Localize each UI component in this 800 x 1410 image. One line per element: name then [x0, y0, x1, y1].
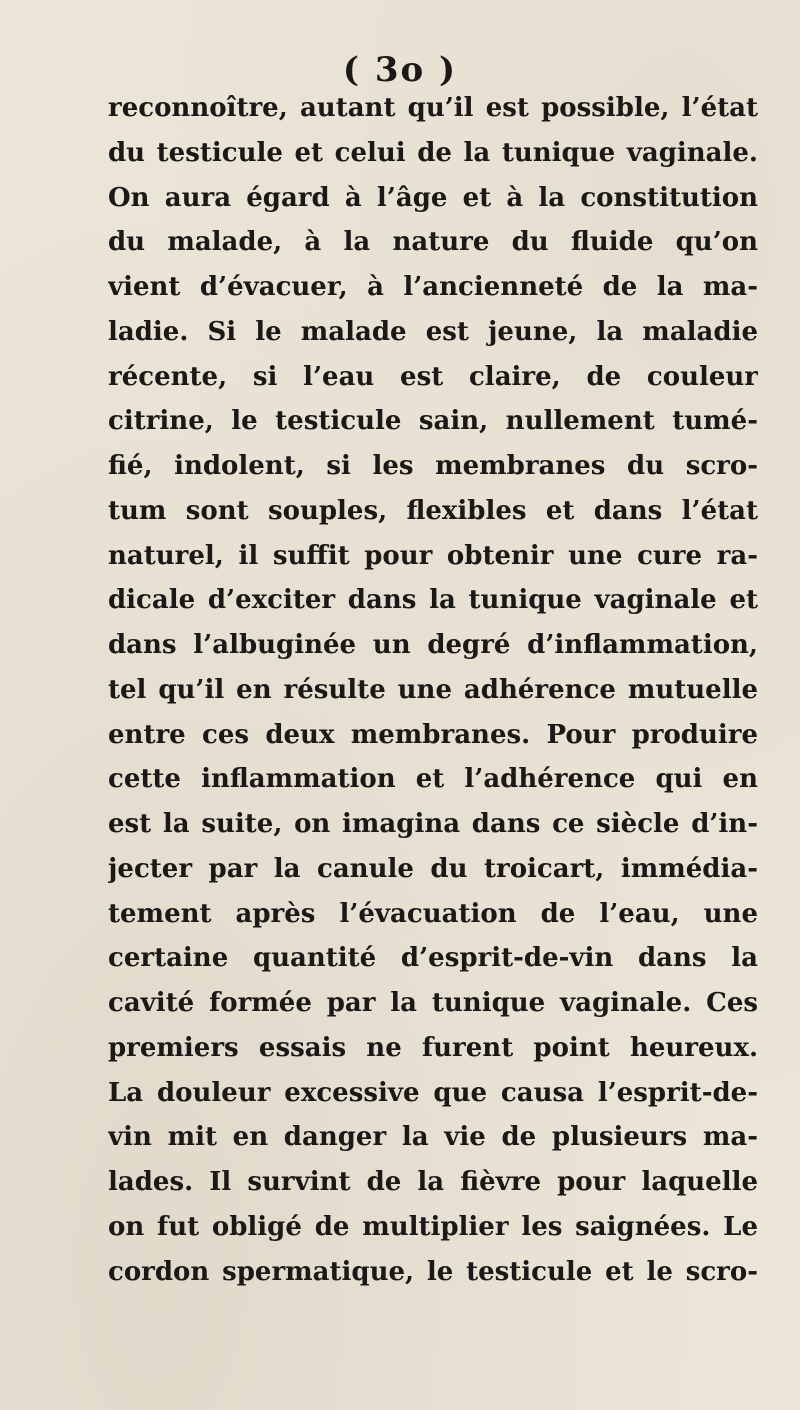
text-line: ladie. Si le malade est jeune, la maladie: [108, 316, 758, 347]
text-line: naturel, il suffit pour obtenir une cure ra-: [108, 540, 758, 571]
text-line: lades. Il survint de la fièvre pour laquelle: [108, 1167, 758, 1197]
text-line: est la suite, on imagina dans ce siècle d’in-: [108, 809, 758, 839]
text-line: du malade, à la nature du fluide qu’on: [108, 227, 758, 258]
text-line: cette inflammation et l’adhérence qui en: [108, 764, 758, 795]
text-line: cavité formée par la tunique vaginale. Ces: [108, 988, 758, 1018]
text-line: tement après l’évacuation de l’eau, une: [108, 898, 758, 929]
text-line: citrine, le testicule sain, nullement tumé-: [108, 406, 758, 437]
body-text: [108, 86, 758, 1294]
text-line: premiers essais ne furent point heureux.: [108, 1032, 758, 1063]
text-line: cordon spermatique, le testicule et le scro-: [108, 1256, 758, 1287]
text-line: On aura égard à l’âge et à la constitution: [108, 182, 758, 213]
text-line: entre ces deux membranes. Pour produire: [108, 719, 758, 750]
text-line: tel qu’il en résulte une adhérence mutuelle: [108, 674, 758, 705]
text-line: dans l’albuginée un degré d’inflammation,: [108, 630, 758, 660]
text-line: vin mit en danger la vie de plusieurs ma-: [108, 1122, 758, 1153]
text-line: du testicule et celui de la tunique vaginale.: [108, 137, 758, 168]
text-line: tum sont souples, flexibles et dans l’état: [108, 495, 758, 526]
text-line: on fut obligé de multiplier les saignées. Le: [108, 1211, 758, 1242]
text-line: récente, si l’eau est claire, de couleur: [108, 361, 758, 392]
text-line: dicale d’exciter dans la tunique vaginale et: [108, 585, 758, 616]
text-line: La douleur excessive que causa l’esprit-de-: [108, 1077, 758, 1108]
text-line: reconnoître, autant qu’il est possible, l’état: [108, 93, 758, 123]
text-line: vient d’évacuer, à l’ancienneté de la ma-: [108, 272, 758, 302]
text-line: jecter par la canule du troicart, immédia-: [108, 853, 758, 884]
page-number: ( 3o ): [342, 50, 458, 90]
text-line: fié, indolent, si les membranes du scro-: [108, 451, 758, 481]
text-line: certaine quantité d’esprit-de-vin dans la: [108, 943, 758, 974]
